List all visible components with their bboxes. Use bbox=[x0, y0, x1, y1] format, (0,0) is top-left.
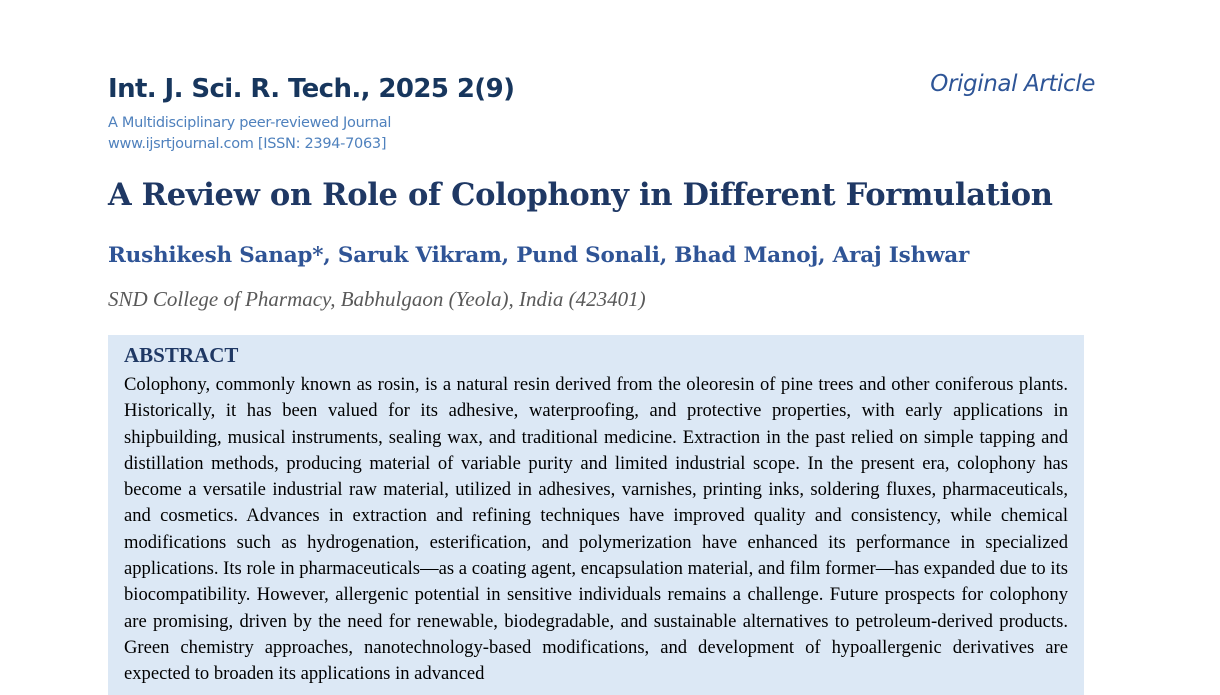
journal-tagline: A Multidisciplinary peer-reviewed Journal bbox=[108, 115, 392, 131]
author-affiliation: SND College of Pharmacy, Babhulgaon (Yeola), India (423401) bbox=[108, 287, 646, 311]
abstract-box bbox=[108, 335, 1084, 695]
article-type: Original Article bbox=[930, 71, 1095, 97]
abstract-text: Colophony, commonly known as rosin, is a natural resin derived from the oleoresin of pine trees and other coniferous plants. Historically, it has been valued for its adhesive, waterproofing, and protective properties, with early applications in shipbuilding, musical instruments, sealing wax, and traditional medicine. Extraction in the past relied on simple tapping and distillation methods, producing material of variable purity and limited industrial scope. In the present era, colophony has become a versatile industrial raw material, utilized in adhesives, varnishes, printing inks, soldering fluxes, pharmaceuticals, and cosmetics. Advances in extraction and refining techniques have improved quality and consistency, while chemical modifications such as hydrogenation, esterification, and polymerization have enhanced its performance in specialized applications. Its role in pharmaceuticals—as a coating agent, encapsulation material, and film former—has expanded due to its biocompatibility. However, allergenic potential in sensitive individuals remains a challenge. Future prospects for colophony are promising, driven by the need for renewable, biodegradable, and sustainable alternatives to petroleum-derived products. Green chemistry approaches, nanotechnology-based modifications, and development of hypoallergenic derivatives are expected to broaden its applications in advanced bbox=[124, 374, 1068, 685]
author-list: Rushikesh Sanap*, Saruk Vikram, Pund Sonali, Bhad Manoj, Araj Ishwar bbox=[108, 243, 970, 268]
abstract-heading: ABSTRACT bbox=[124, 343, 239, 367]
article-title: A Review on Role of Colophony in Different Formulation bbox=[108, 177, 1053, 213]
journal-citation: Int. J. Sci. R. Tech., 2025 2(9) bbox=[108, 74, 515, 104]
journal-website: www.ijsrtjournal.com [ISSN: 2394-7063] bbox=[108, 136, 387, 152]
journal-info bbox=[108, 113, 391, 155]
